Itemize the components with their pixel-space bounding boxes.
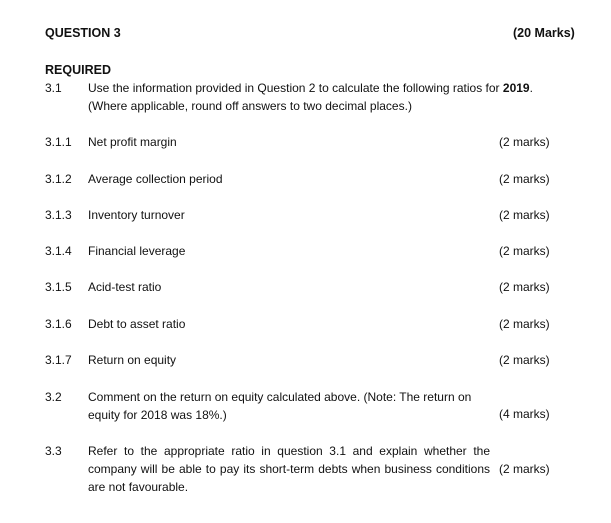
ratio-marks: (2 marks) bbox=[499, 172, 550, 186]
ratio-label: Financial leverage bbox=[88, 244, 186, 258]
ratio-marks: (2 marks) bbox=[499, 280, 550, 294]
ratio-marks: (2 marks) bbox=[499, 353, 550, 367]
ratio-number: 3.1.5 bbox=[45, 280, 72, 294]
intro-number: 3.1 bbox=[45, 81, 62, 95]
question-title: QUESTION 3 bbox=[45, 26, 121, 40]
intro-text bbox=[88, 79, 553, 115]
ratio-label: Return on equity bbox=[88, 353, 177, 367]
ratio-label: Net profit margin bbox=[88, 135, 177, 149]
ratio-label: Acid-test ratio bbox=[88, 280, 162, 294]
ratio-marks: (2 marks) bbox=[499, 135, 550, 149]
intro-text-after: . (Where applicable, round off answers to two decimal places.) bbox=[88, 81, 533, 113]
required-heading: REQUIRED bbox=[45, 63, 111, 77]
ratio-number: 3.1.4 bbox=[45, 244, 72, 258]
ratio-number: 3.1.1 bbox=[45, 135, 72, 149]
ratio-number: 3.1.2 bbox=[45, 172, 72, 186]
ratio-number: 3.1.7 bbox=[45, 353, 72, 367]
ratio-number: 3.1.6 bbox=[45, 317, 72, 331]
q32-text: Comment on the return on equity calculated above. (Note: The return on equity for 2018 was 18%.) bbox=[88, 390, 472, 422]
ratio-number: 3.1.3 bbox=[45, 208, 72, 222]
ratio-marks: (2 marks) bbox=[499, 244, 550, 258]
q32-number: 3.2 bbox=[45, 390, 62, 404]
q33-text: Refer to the appropriate ratio in question 3.1 and explain whether the company will be able to pay its short-term debts when business conditions are not favourable. bbox=[88, 444, 490, 494]
intro-text-before: Use the information provided in Question 2 to calculate the following ratios for bbox=[88, 81, 503, 95]
question-total-marks: (20 Marks) bbox=[513, 26, 575, 40]
q32-marks: (4 marks) bbox=[499, 407, 550, 421]
q33-marks: (2 marks) bbox=[499, 462, 550, 476]
ratio-marks: (2 marks) bbox=[499, 317, 550, 331]
ratio-label: Debt to asset ratio bbox=[88, 317, 186, 331]
intro-year: 2019 bbox=[502, 81, 530, 95]
q33-number: 3.3 bbox=[45, 444, 62, 458]
ratio-label: Inventory turnover bbox=[88, 208, 185, 222]
ratio-marks: (2 marks) bbox=[499, 208, 550, 222]
ratio-label: Average collection period bbox=[88, 172, 223, 186]
